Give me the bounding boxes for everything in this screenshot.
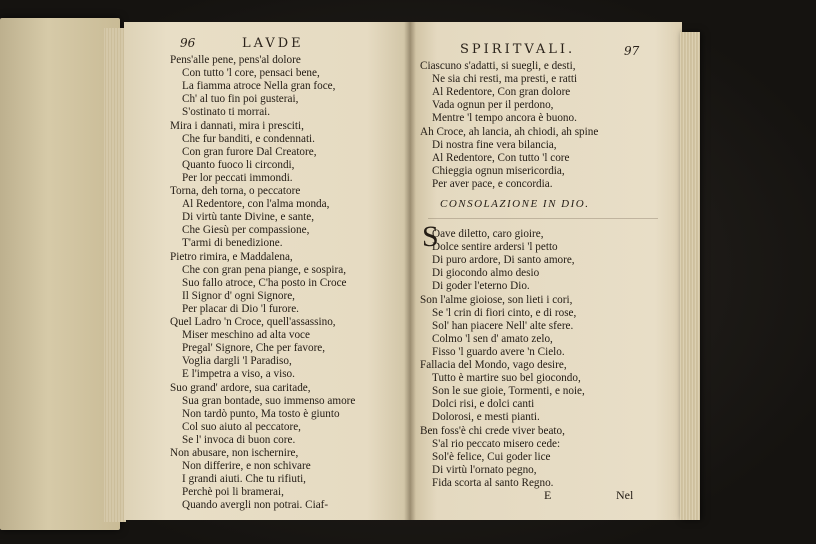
verse-line: Per lor peccati immondi. <box>182 171 293 184</box>
verse-line: Vada ognun per il perdono, <box>432 99 554 112</box>
verse-line: E l'impetra a viso, a viso. <box>182 368 295 381</box>
right-page <box>410 22 682 520</box>
verse-line: Pens'alle pene, pens'al dolore <box>170 54 301 66</box>
verse-line: Con tutto 'l core, pensaci bene, <box>182 67 320 80</box>
verse-line: S'al rio peccato misero cede: <box>432 437 561 450</box>
verse-line: Al Redentore, Con tutto 'l core <box>432 151 570 164</box>
signature-mark: E <box>544 488 552 502</box>
verse-line: Fida scorta al santo Regno. <box>432 476 554 489</box>
verse-line: Di puro ardore, Di santo amore, <box>432 254 575 267</box>
page-edges-right <box>680 32 700 520</box>
verse-line: Se l' invoca di buon core. <box>182 433 296 446</box>
verse-line: Son le sue gioie, Tormenti, e noie, <box>432 385 585 398</box>
verse-line: Che con gran pena piange, e sospira, <box>182 263 347 276</box>
verse-line: Che Giesù per compassione, <box>182 224 310 237</box>
page-number: 97 <box>624 44 640 58</box>
verse-line: Colmo 'l sen d' amato zelo, <box>432 332 553 345</box>
verse-line: Ch' al tuo fin poi gusterai, <box>182 93 299 106</box>
verse-line: Ah Croce, ah lancia, ah chiodi, ah spine <box>420 125 599 138</box>
book-cover <box>0 18 120 530</box>
verse-line: Mira i dannati, mira i presciti, <box>170 119 304 132</box>
verse-line: Col suo aiuto al peccatore, <box>182 420 301 433</box>
verse-line: Di nostra fine vera bilancia, <box>432 138 557 151</box>
verse-line: Di goder l'eterno Dio. <box>432 280 530 293</box>
page-edges-left <box>104 28 126 522</box>
verse-line: Perchè poi li bramerai, <box>182 486 284 499</box>
verse-line: Al Redentore, Con gran dolore <box>432 86 571 99</box>
verse-line: Di virtù tante Divine, e sante, <box>182 211 315 224</box>
verse-line: Voglia dargli 'l Paradiso, <box>182 355 292 368</box>
verse-line: Sol' han piacere Nell' alte sfere. <box>432 319 574 332</box>
verse-line: Miser meschino ad alta voce <box>182 329 310 342</box>
book-gutter <box>404 22 416 520</box>
verse-line: Torna, deh torna, o peccatore <box>170 185 301 197</box>
verse-line: Fisso 'l guardo avere 'n Cielo. <box>432 345 565 358</box>
verse-line: Quanto fuoco li circondi, <box>182 158 295 171</box>
section-title: CONSOLAZIONE IN DIO. <box>440 198 590 210</box>
verse-line: Tutto è martire suo bel giocondo, <box>432 372 581 385</box>
section-divider <box>428 218 658 219</box>
verse-line: S'ostinato ti morrai. <box>182 106 271 119</box>
verse-line: Non tardò punto, Ma tosto è giunto <box>182 407 340 420</box>
verse-line: Il Signor d' ogni Signore, <box>182 289 295 302</box>
verse-line: La fiamma atroce Nella gran foce, <box>182 80 336 93</box>
page-number: 96 <box>180 36 196 50</box>
verse-line: Suo fallo atroce, C'ha posto in Croce <box>182 276 347 289</box>
verse-line: Sua gran bontade, suo immenso amore <box>182 394 356 407</box>
verse-line: Mentre 'l tempo ancora è buono. <box>432 112 577 125</box>
verse-line: I grandi aiuti. Che tu rifiuti, <box>182 473 306 486</box>
verse-line: Quel Ladro 'n Croce, quell'assassino, <box>170 316 336 328</box>
verse-line: Non abusare, non ischernire, <box>170 447 299 459</box>
drop-cap: S <box>422 220 439 253</box>
verse-line: Fallacia del Mondo, vago desire, <box>420 359 567 371</box>
verse-line: Pregal' Signore, Che per favore, <box>182 342 326 355</box>
left-page <box>124 22 410 520</box>
running-header: LAVDE <box>242 36 304 51</box>
verse-line: Ben foss'è chi crede viver beato, <box>420 424 565 437</box>
catchword: Nel <box>616 488 634 502</box>
verse-line: Suo grand' ardore, sua caritade, <box>170 381 311 394</box>
verse-line: T'armi di benedizione. <box>182 237 283 250</box>
verse-line: Di giocondo almo desio <box>432 267 540 280</box>
verse-line: Sol'è felice, Cui goder lice <box>432 450 551 463</box>
verse-line: Oave diletto, caro gioire, <box>432 228 544 240</box>
verse-line: Se 'l crin di fiori cinto, e di rose, <box>432 306 577 319</box>
verse-line: Di virtù l'ornato pegno, <box>432 463 537 476</box>
verse-line: Non differire, e non schivare <box>182 460 311 473</box>
verse-line: Dolce sentire ardersi 'l petto <box>432 241 558 254</box>
verse-line: Per aver pace, e concordia. <box>432 177 553 190</box>
verse-line: Dolci risi, e dolci canti <box>432 398 535 411</box>
verse-line: Chieggia ognun misericordia, <box>432 164 565 177</box>
verse-line: Son l'alme gioiose, son lieti i cori, <box>420 293 573 306</box>
verse-line: Al Redentore, con l'alma monda, <box>182 198 330 211</box>
verse-line: Dolorosi, e mesti pianti. <box>432 411 540 424</box>
verse-line: Con gran furore Dal Creatore, <box>182 145 317 158</box>
verse-line: Pietro rimira, e Maddalena, <box>170 250 293 263</box>
verse-line: Per placar di Dio 'l furore. <box>182 302 299 315</box>
verse-line: Ciascuno s'adatti, si suegli, e desti, <box>420 60 576 72</box>
verse-line: Che fur banditi, e condennati. <box>182 132 315 145</box>
running-header: SPIRITVALI. <box>460 42 576 57</box>
verse-line: Quando avergli non potrai. Ciaf- <box>182 499 329 512</box>
verse-line: Ne sia chi resti, ma presti, e ratti <box>432 73 578 86</box>
